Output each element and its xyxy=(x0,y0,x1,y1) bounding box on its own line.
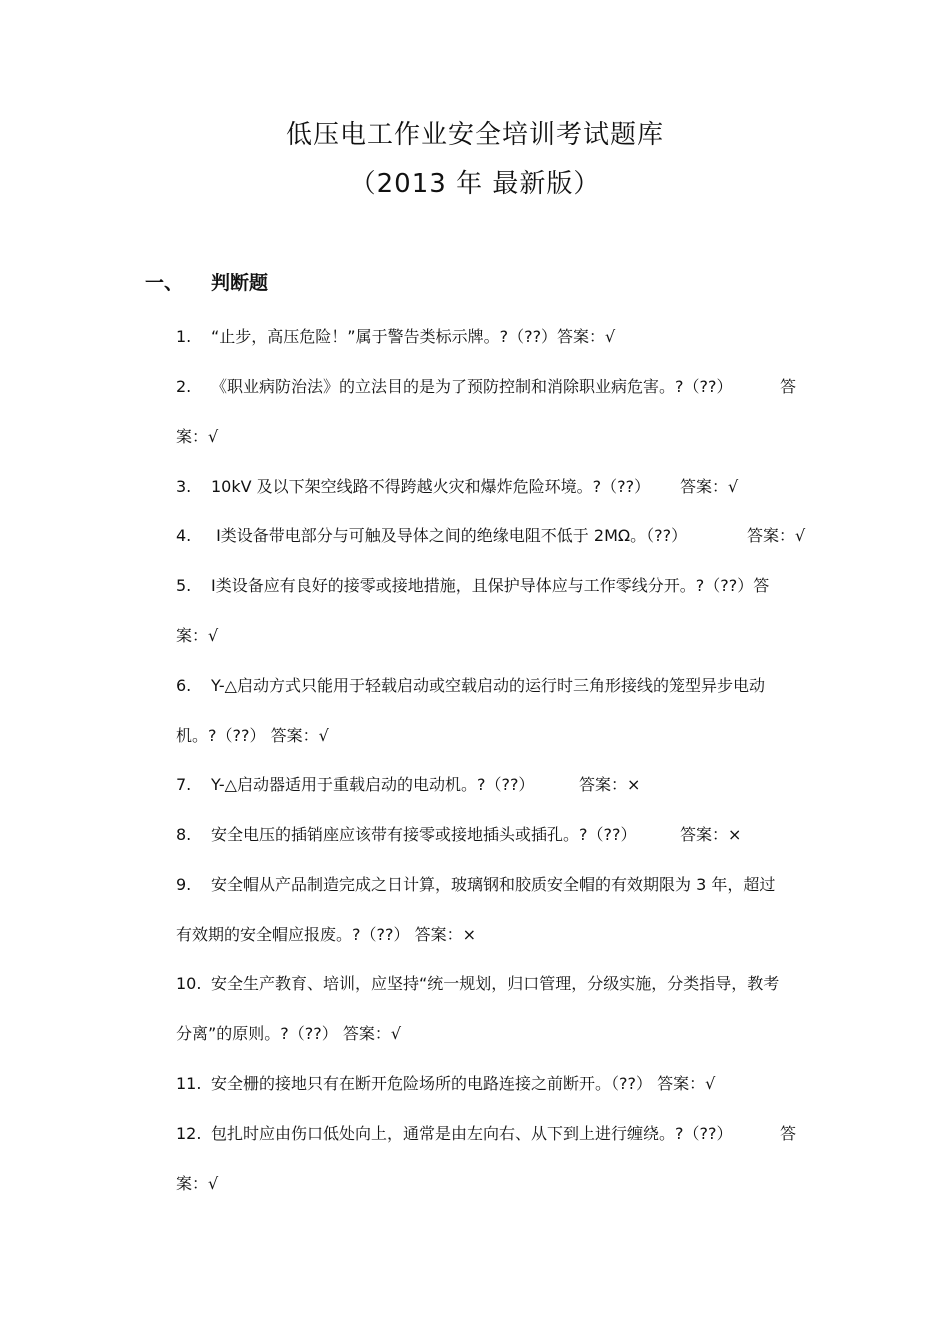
question-number: 10. xyxy=(176,974,202,993)
question-number: 8. xyxy=(176,825,192,844)
question-text: 10kV 及以下架空线路不得跨越火灾和爆炸危险环境。?（??） xyxy=(211,477,651,496)
section-number: 一、 xyxy=(145,272,184,294)
question-continuation xyxy=(176,711,810,761)
question-answer: 案：√ xyxy=(176,427,219,446)
question-answer-start: 答 xyxy=(779,377,796,396)
question-text: Y-△启动器适用于重载启动的电动机。?（??） xyxy=(211,775,535,794)
question-answer: 答案：√ xyxy=(680,477,739,496)
question-text: 安全生产教育、培训，应坚持“统一规划，归口管理，分级实施，分类指导，教考 xyxy=(211,974,780,993)
question-text: “止步，高压危险！”属于警告类标示牌。?（??）答案：√ xyxy=(211,327,616,346)
question-item xyxy=(176,1109,810,1159)
question-item xyxy=(176,362,810,412)
question-item xyxy=(176,511,810,561)
question-number: 6. xyxy=(176,676,192,695)
question-item xyxy=(176,760,810,810)
question-text: 安全电压的插销座应该带有接零或接地插头或插孔。?（??） xyxy=(211,825,637,844)
question-number: 3. xyxy=(176,477,192,496)
question-number: 12. xyxy=(176,1124,202,1143)
question-text: 安全帽从产品制造完成之日计算，玻璃钢和胶质安全帽的有效期限为 3 年，超过 xyxy=(211,875,776,894)
question-number: 5. xyxy=(176,576,192,595)
question-text: 安全栅的接地只有在断开危险场所的电路连接之前断开。（??） 答案：√ xyxy=(211,1074,716,1093)
question-answer: 案：√ xyxy=(176,626,219,645)
document-subtitle: （2013 年 最新版） xyxy=(349,169,601,199)
question-item xyxy=(176,810,810,860)
question-answer: 答案：× xyxy=(579,775,641,794)
question-text: 《职业病防治法》的立法目的是为了预防控制和消除职业病危害。?（??） xyxy=(211,377,733,396)
question-item xyxy=(176,959,810,1009)
question-number: 2. xyxy=(176,377,192,396)
question-answer: 分离”的原则。?（??） 答案：√ xyxy=(176,1024,402,1043)
question-answer: 机。?（??） 答案：√ xyxy=(176,726,329,745)
document-title: 低压电工作业安全培训考试题库 xyxy=(285,120,664,150)
question-answer: 案：√ xyxy=(176,1174,219,1193)
question-number: 1. xyxy=(176,327,192,346)
question-continuation xyxy=(176,412,810,462)
question-text: Ⅰ类设备带电部分与可触及导体之间的绝缘电阻不低于 2MΩ。（??） xyxy=(211,526,688,545)
question-item xyxy=(176,1059,810,1109)
question-text: Ⅰ类设备应有良好的接零或接地措施，且保护导体应与工作零线分开。?（??）答 xyxy=(211,576,770,595)
question-answer-start: 答 xyxy=(779,1124,796,1143)
section-heading xyxy=(145,268,268,295)
question-continuation xyxy=(176,1159,810,1209)
question-answer: 答案：√ xyxy=(747,526,806,545)
question-answer: 有效期的安全帽应报废。?（??） 答案：× xyxy=(176,925,476,944)
question-number: 9. xyxy=(176,875,192,894)
question-text: Y-△启动方式只能用于轻载启动或空载启动的运行时三角形接线的笼型异步电动 xyxy=(211,676,765,695)
question-item xyxy=(176,312,810,362)
question-number: 7. xyxy=(176,775,192,794)
question-item xyxy=(176,860,810,910)
question-continuation xyxy=(176,1009,810,1059)
question-number: 4. xyxy=(176,526,192,545)
question-number: 11. xyxy=(176,1074,202,1093)
question-item xyxy=(176,661,810,711)
question-continuation xyxy=(176,611,810,661)
question-continuation xyxy=(176,910,810,960)
question-item xyxy=(176,561,810,611)
question-item xyxy=(176,462,810,512)
question-text: 包扎时应由伤口低处向上，通常是由左向右、从下到上进行缠绕。?（??） xyxy=(211,1124,733,1143)
section-title: 判断题 xyxy=(211,272,269,294)
question-answer: 答案：× xyxy=(680,825,742,844)
